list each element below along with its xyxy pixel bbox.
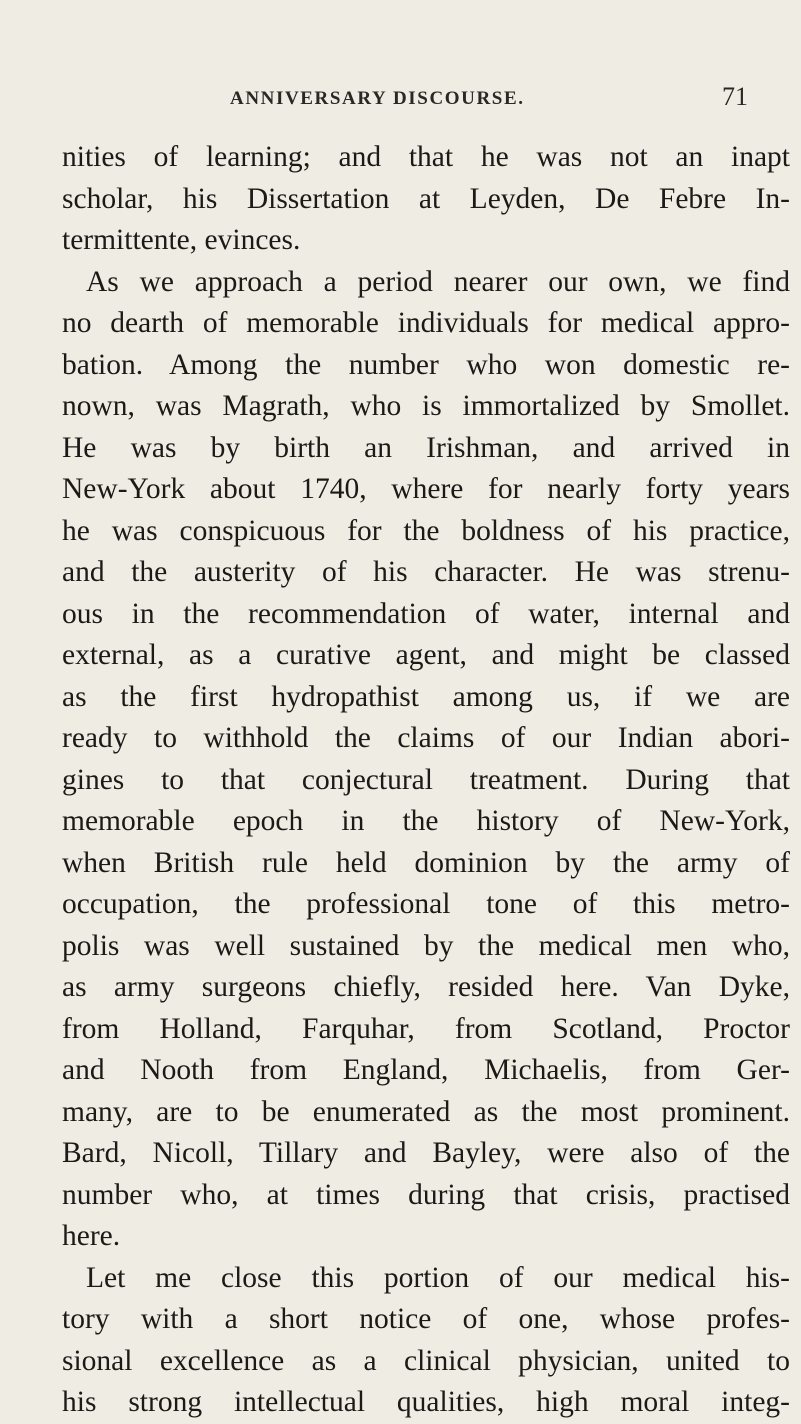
text-line: he was conspicuous for the boldness of his practice,	[62, 514, 790, 547]
text-line: memorable epoch in the history of New-York,	[62, 805, 790, 837]
text-line: He was by birth an Irishman, and arrived in	[62, 431, 790, 464]
text-line: no dearth of memorable individuals for medical appro-	[62, 307, 790, 339]
text-line: New-York about 1740, where for nearly forty years	[62, 473, 790, 505]
text-line: as the first hydropathist among us, if we are	[62, 680, 790, 713]
text-line: as army surgeons chiefly, resided here. Van Dyke,	[62, 971, 790, 1003]
text-line: bation. Among the number who won domestic re-	[62, 348, 790, 381]
text-line: tory with a short notice of one, whose profes-	[62, 1303, 790, 1335]
text-line: number who, at times during that crisis, practised	[62, 1178, 790, 1211]
running-head	[0, 82, 801, 118]
text-line: when British rule held dominion by the army of	[62, 846, 790, 879]
text-line: Let me close this portion of our medical his-	[86, 1261, 790, 1294]
text-line: ready to withhold the claims of our Indian abori-	[62, 722, 790, 754]
text-line: and Nooth from England, Michaelis, from Ger-	[62, 1054, 790, 1086]
text-line: here.	[62, 1220, 121, 1252]
text-line: occupation, the professional tone of this metro-	[62, 888, 790, 920]
page-number: 71	[722, 82, 748, 111]
text-line: many, are to be enumerated as the most prominent.	[62, 1095, 790, 1128]
text-line: polis was well sustained by the medical men who,	[62, 929, 790, 962]
text-line: and the austerity of his character. He was strenu-	[62, 556, 790, 588]
text-line: from Holland, Farquhar, from Scotland, Proctor	[62, 1012, 790, 1045]
text-line: termittente, evinces.	[62, 224, 301, 256]
text-line: scholar, his Dissertation at Leyden, De Febre In-	[62, 182, 790, 215]
text-line: ous in the recommendation of water, internal and	[62, 597, 790, 630]
text-line: gines to that conjectural treatment. During that	[62, 763, 790, 796]
text-line: sional excellence as a clinical physician, united to	[62, 1344, 790, 1377]
text-line: nown, was Magrath, who is immortalized by Smollet.	[62, 390, 790, 422]
text-line: external, as a curative agent, and might be classed	[62, 639, 790, 671]
body-text	[62, 137, 790, 1424]
text-line: As we approach a period nearer our own, we find	[86, 265, 790, 298]
text-line: his strong intellectual qualities, high moral integ-	[62, 1386, 790, 1418]
text-line: Bard, Nicoll, Tillary and Bayley, were also of the	[62, 1137, 790, 1169]
running-title: ANNIVERSARY DISCOURSE.	[230, 88, 525, 109]
text-line: nities of learning; and that he was not an inapt	[62, 141, 790, 173]
